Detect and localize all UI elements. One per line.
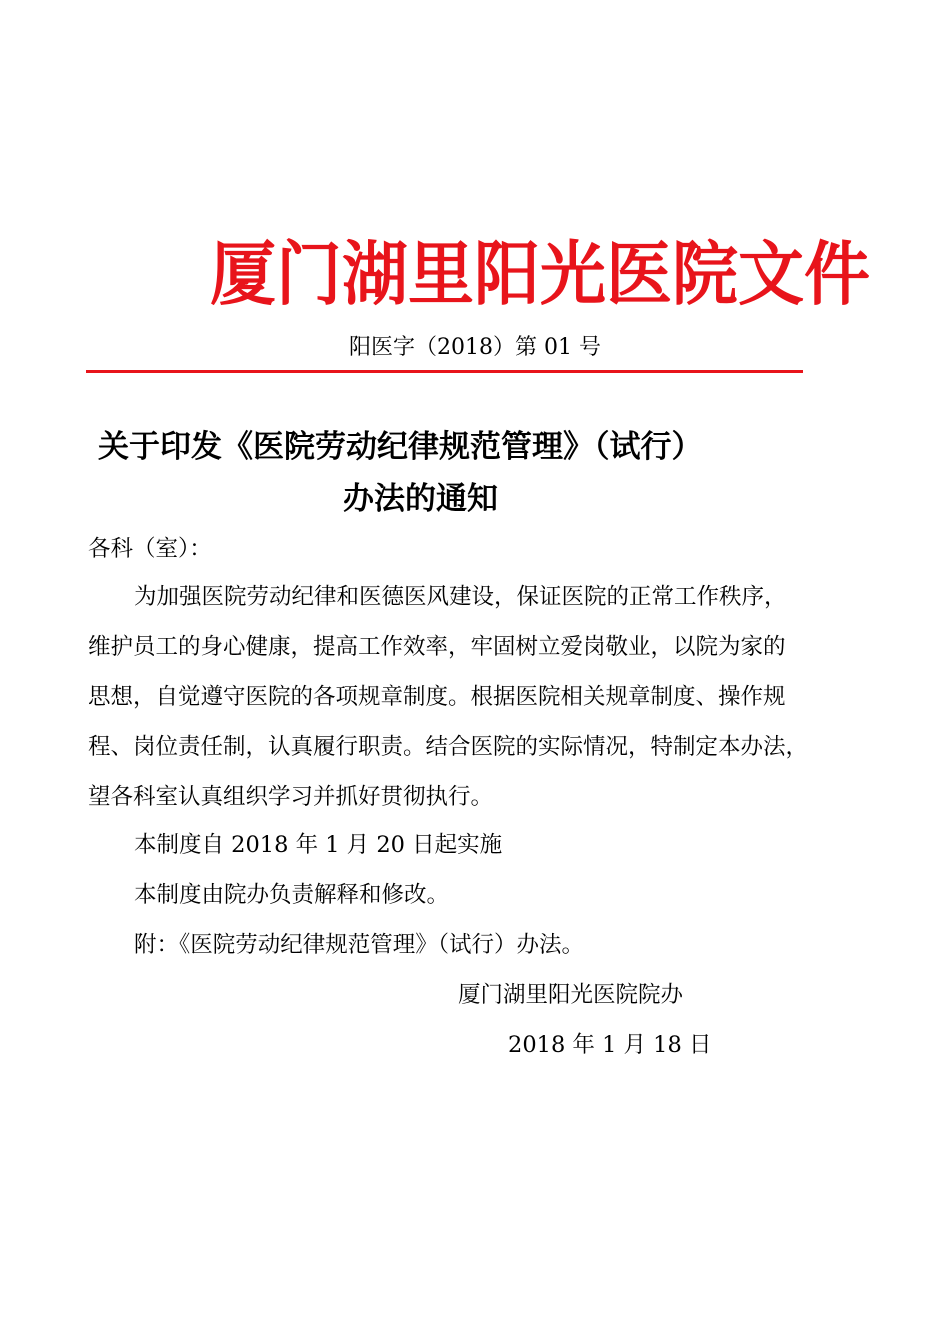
issue-date: 2018 年 1 月 18 日 xyxy=(508,1032,712,1058)
issuer-signature: 厦门湖里阳光医院院办 xyxy=(458,982,684,1008)
paragraph-line: 望各科室认真组织学习并抓好贯彻执行。 xyxy=(88,784,494,810)
red-divider-line xyxy=(86,370,803,373)
notice-title-line-1: 关于印发《医院劳动纪律规范管理》（试行） xyxy=(98,429,703,465)
salutation: 各科（室）： xyxy=(88,536,212,562)
document-number: 阳医字（2018）第 01 号 xyxy=(349,335,601,360)
notice-title-line-2: 办法的通知 xyxy=(343,481,498,517)
paragraph-line: 思想，自觉遵守医院的各项规章制度。根据医院相关规章制度、操作规 xyxy=(88,684,786,710)
effective-date-statement: 本制度自 2018 年 1 月 20 日起实施 xyxy=(134,832,503,858)
interpretation-statement: 本制度由院办负责解释和修改。 xyxy=(134,882,450,908)
document-header-title: 厦门湖里阳光医院文件 xyxy=(210,234,870,315)
paragraph-line: 维护员工的身心健康，提高工作效率，牢固树立爱岗敬业，以院为家的 xyxy=(88,634,786,660)
paragraph-line: 为加强医院劳动纪律和医德医风建设，保证医院的正常工作秩序， xyxy=(134,584,787,610)
paragraph-line: 程、岗位责任制，认真履行职责。结合医院的实际情况，特制定本办法， xyxy=(88,734,809,760)
attachment-statement: 附：《医院劳动纪律规范管理》（试行）办法。 xyxy=(134,932,585,958)
